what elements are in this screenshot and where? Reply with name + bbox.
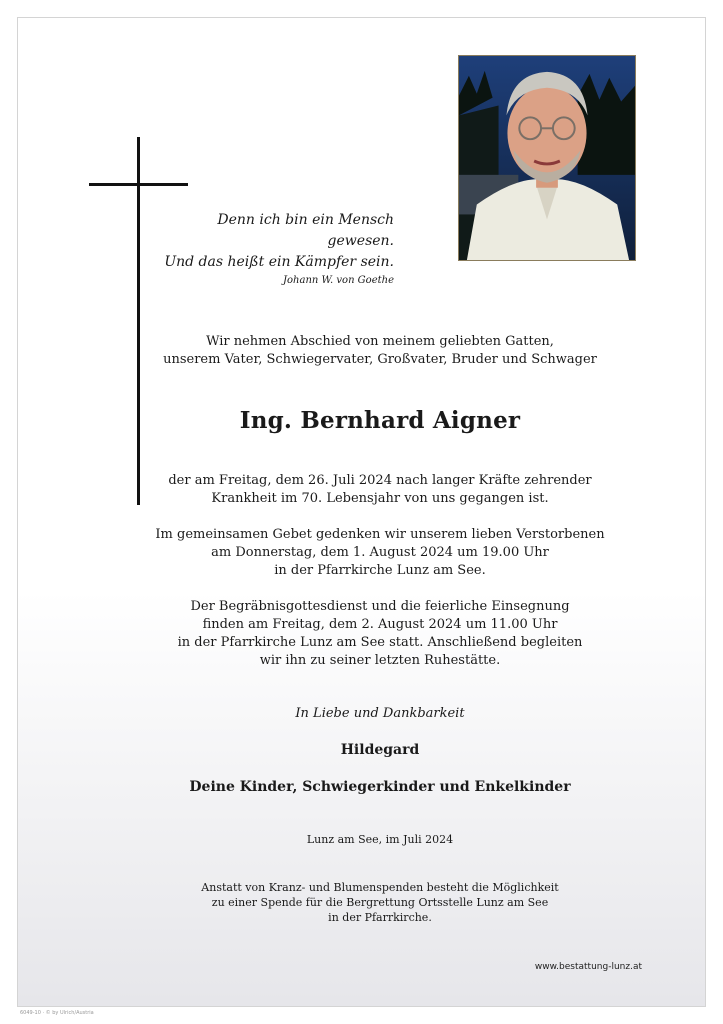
- closing-phrase: In Liebe und Dankbarkeit: [295, 706, 465, 721]
- text-line: finden am Freitag, dem 2. August 2024 um 11.00 Uhr: [202, 617, 558, 632]
- text-line: der am Freitag, dem 26. Juli 2024 nach langer Kräfte zehrender: [168, 473, 592, 488]
- text-line: Der Begräbnisgottesdienst und die feierliche Einsegnung: [190, 599, 570, 614]
- text-line: Wir nehmen Abschied von meinem geliebten Gatten,: [206, 334, 554, 349]
- funeral-notice: [140, 598, 620, 670]
- family-line: Deine Kinder, Schwiegerkinder und Enkelkinder: [189, 779, 571, 795]
- intro-text: [140, 333, 620, 369]
- text-line: am Donnerstag, dem 1. August 2024 um 19.00 Uhr: [211, 545, 549, 560]
- quote-line: Und das heißt ein Kämpfer sein.: [164, 254, 394, 270]
- prayer-notice: [140, 526, 620, 580]
- quote-line: Denn ich bin ein Mensch gewesen.: [217, 212, 394, 249]
- place-date: Lunz am See, im Juli 2024: [306, 833, 454, 846]
- text-line: zu einer Spende für die Bergrettung Ortsstelle Lunz am See: [211, 896, 549, 909]
- text-line: in der Pfarrkirche Lunz am See statt. Anschließend begleiten: [177, 635, 583, 650]
- text-line: Im gemeinsamen Gebet gedenken wir unserem lieben Verstorbenen: [155, 527, 605, 542]
- quote-author: Johann W. von Goethe: [283, 275, 394, 286]
- death-notice: [140, 472, 620, 508]
- text-line: wir ihn zu seiner letzten Ruhestätte.: [259, 653, 501, 668]
- website-link[interactable]: www.bestattung-lunz.at: [534, 962, 642, 972]
- spouse-name: Hildegard: [340, 742, 420, 758]
- text-line: in der Pfarrkirche Lunz am See.: [274, 563, 486, 578]
- text-line: in der Pfarrkirche.: [328, 911, 432, 924]
- portrait-photo: [458, 55, 636, 261]
- text-line: Anstatt von Kranz- und Blumenspenden besteht die Möglichkeit: [201, 881, 559, 894]
- donation-note: [140, 880, 620, 925]
- quote-block: [150, 210, 394, 288]
- text-line: unserem Vater, Schwiegervater, Großvater, Bruder und Schwager: [163, 352, 597, 367]
- cross-icon-bar: [89, 183, 188, 186]
- cross-icon: [137, 137, 140, 505]
- text-line: Krankheit im 70. Lebensjahr von uns gegangen ist.: [211, 491, 549, 506]
- footer-code: 6049-10 · © by Ulrich/Austria: [20, 1010, 94, 1016]
- deceased-name: Ing. Bernhard Aigner: [239, 407, 521, 434]
